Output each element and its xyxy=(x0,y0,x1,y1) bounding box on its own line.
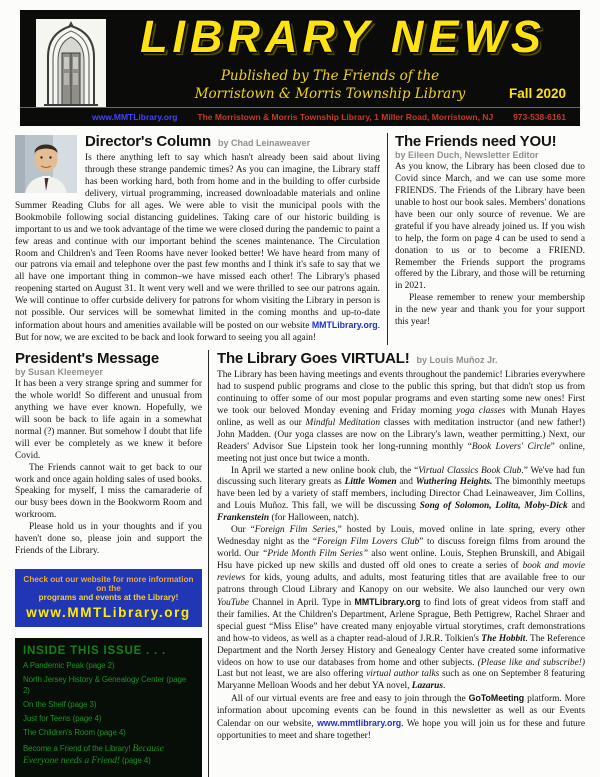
newsletter-title: LIBRARY NEWS xyxy=(140,11,546,62)
library-address: The Morristown & Morris Township Library, 1 Miller Road, Morristown, NJ xyxy=(197,112,494,122)
subtitle-line2: Morristown & Morris Township Library xyxy=(194,86,466,103)
header-info-bar xyxy=(20,107,580,126)
publisher-subtitle xyxy=(140,67,520,103)
website-promo-line2: programs and events at the Library! xyxy=(38,593,179,603)
subtitle-line1: Published by The Friends of the xyxy=(220,68,440,84)
presidents-paragraph: The Friends cannot wait to get back to our work and once again holding sales of used books. Speaking for myself, I miss the camaraderie of our busy bees down in the Bookworm Room and workroom. xyxy=(15,462,202,521)
inside-issue-item: The Children's Room (page 4) xyxy=(23,728,126,738)
inside-this-issue-title: INSIDE THIS ISSUE . . . xyxy=(23,645,167,658)
inside-issue-item: Just for Teens (page 4) xyxy=(23,714,102,724)
virtual-paragraph: The Library has been having meetings and events throughout the pandemic! Libraries everywhere had to suspend public programs and close to the public this spring, but that didn't stop us from continuing to offer some of our most popular programs and even starting some new ones! First we took our beloved Monday evening and Friday morning yoga classes with Munah Hayes online, as well as our Mindful Meditation classes with meditation instructor (and new father!) John Madden. (Our yoga classes are now on the Library's lawn, weather permitting.) Next, our Readers' Advisor Sue Lipstein took her long-running monthly “Book Lovers' Circle” online, meeting not just once but twice a month. xyxy=(217,370,586,464)
directors-column-body: Is there anything left to say which hasn't already been said about living through these strange pandemic times? As you can imagine, the Library staff has been working hard, both from home and in the building to offer curbside delivery, virtual programming, increased downloadable materials and online Summer Reading Clubs for all ages. We were able to visit the municipal pools with the Bookmobile following social distancing guidelines. Taking care of our historic building is important to us and we took advantage of the time we were closed during the pandemic to paint a few areas and continue with our important behind the scenes maintenance. The Circulation Room and Children's and Teen Rooms have never looked better! We have heard from many of our patrons via email and telephone over the past few months and I think it's safe to say that we all have one important thing in common–we have missed each other! The Library's phased reopening started on August 31. It went very well and we were thrilled to see our patrons again. We will continue to offer curbside delivery for patrons for whom visiting the Library in person is not possible. Our services will be somewhat limited in the coming months and up-to-date information about hours and amenities available will be posted on our website MMTLibrary.org. But for now, we are excited to be back and look forward to seeing you all again! xyxy=(15,153,380,344)
virtual-paragraph: Our “Foreign Film Series,” hosted by Louis, moved online in late spring, every other Wednesday night as the “Foreign Film Lovers Club” to discuss foreign films from around the world. Our “Pride Month Film Series” also went online. Louis, Stephen Brunskill, and Abigail Hsu have picked up new skills and dusted off old ones to create a series of book and movie reviews for kids, young adults, and adults, most featuring titles that are available free to our patrons through Cloud Library and Kanopy on our website. We also launched our very own YouTube Channel in April. Type in MMTLibrary.org to find lots of great videos from staff and their families. At the Children's Department, Arlene Sprague, Beth Pettigrew, Rachel Shraer and special guest “Miss Elise” have created many enjoyable virtual storytimes, craft demonstrations and how-to videos, as well as a chapter read-aloud of J.R.R. Tolkien's The Hobbit. The Reference Department and the North Jersey History and Genealogy Center have created some informative videos on how to use our databases from home and other subjects. (Please like and subscribe!) Last but not least, we are also offering virtual author talks such as one on September 8 featuring Maryanne Melloan Woods and her debut YA novel, Lazarus. xyxy=(217,525,586,692)
newsletter-content xyxy=(15,133,585,777)
left-lower-column xyxy=(15,350,208,777)
friends-paragraph: Please remember to renew your membership in the new year and thank you for your support this year! xyxy=(395,293,585,328)
virtual-paragraph: All of our virtual events are free and easy to join through the GoToMeeting platform. More information about upcoming events can be found in this newsletter as well as our Events Calendar on our website, www.mmtlibrary.org. We hope you will join us for these and future opportunities to meet and share together! xyxy=(217,693,585,742)
library-entrance-logo-icon xyxy=(36,19,106,108)
directors-column-section xyxy=(15,133,387,345)
inside-issue-item: North Jersey History & Genealogy Center (page 2) xyxy=(23,675,187,695)
website-promo-link[interactable]: www.MMTLibrary.org xyxy=(26,605,191,621)
friends-need-you-title: The Friends need YOU! xyxy=(395,133,557,150)
header-website-link[interactable]: www.MMTLibrary.org xyxy=(92,112,178,122)
inside-issue-item: Become a Friend of the Library! Because Everyone needs a Friend! (page 4) xyxy=(23,742,164,767)
presidents-message-section xyxy=(15,350,202,558)
website-promo-line1: Check out our website for more information on the xyxy=(23,575,194,594)
directors-column-title: Director's Column xyxy=(85,133,212,150)
inside-issue-item: A Pandemic Peak (page 2) xyxy=(23,661,115,671)
issue-date: Fall 2020 xyxy=(508,86,566,101)
virtual-section-byline: by Louis Muñoz Jr. xyxy=(416,355,498,365)
website-promo-box xyxy=(15,569,202,627)
presidents-message-byline: by Susan Kleemeyer xyxy=(15,367,104,377)
presidents-message-title: President's Message xyxy=(15,350,160,367)
directors-column-byline: by Chad Leinaweaver xyxy=(218,138,311,148)
presidents-paragraph: It has been a very strange spring and summer for the whole world! So different and unusual from anything we have ever known. Hopefully, we will soon be back to life again in a somewhat normal (?) manner. But somehow I doubt that life will ever be completely as we knew it before Covid. xyxy=(15,379,202,461)
inside-this-issue-box xyxy=(15,638,202,777)
library-phone: 973-538-6161 xyxy=(513,112,566,122)
friends-need-you-byline: by Eileen Duch, Newsletter Editor xyxy=(395,150,539,160)
director-portrait-photo xyxy=(15,135,77,193)
inside-issue-item: On the Shelf (page 3) xyxy=(23,699,97,709)
masthead-banner xyxy=(20,10,580,126)
presidents-paragraph: Please hold us in your thoughts and if you haven't done so, please join and support the Friends of the Library. xyxy=(15,522,202,557)
library-goes-virtual-section xyxy=(209,350,585,777)
friends-paragraph: As you know, the Library has been closed due to Covid since March, and we can use some more FRIENDS. The Friends of the Library have been unable to host our book sales. Members' donations have been our only source of revenue. We are grateful if you have already joined us. If you wish to help, the form on page 4 can be used to send a donation to us or to become a FRIEND. Remember the Friends support the programs offered by the Library, and those will be returning in 2021. xyxy=(395,162,585,292)
virtual-section-header xyxy=(217,350,585,368)
virtual-section-title: The Library Goes VIRTUAL! xyxy=(217,350,410,367)
friends-need-you-section xyxy=(388,133,585,345)
virtual-paragraph: In April we started a new online book club, the “Virtual Classics Book Club.” We've had fun discussing such literary greats as Little Women and Wuthering Heights. The bimonthly meetups have been led by a variety of staff members, including Director Chad Leinaweaver, Jim Collins, and Louis Muñoz. This fall, we will be discussing Song of Solomon, Lolita, Moby-Dick and Frankenstein (for Halloween, natch). xyxy=(217,465,585,524)
